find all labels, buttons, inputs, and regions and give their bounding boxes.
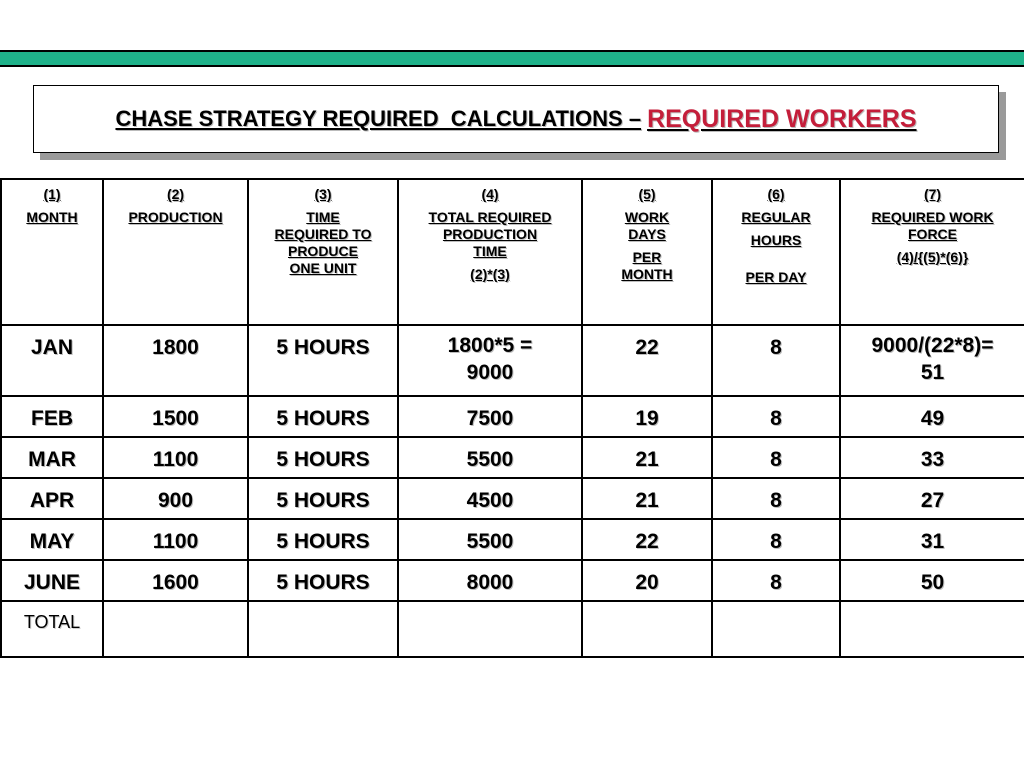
calculation-table — [0, 178, 1024, 658]
table-row — [1, 437, 1024, 478]
cell-production: 900 — [103, 478, 248, 519]
cell-hours: 8 — [712, 560, 840, 601]
header-label: MONTH — [26, 209, 78, 225]
cell-empty — [248, 601, 398, 657]
cell-month: MAY — [1, 519, 103, 560]
cell-time: 5 HOURS — [248, 325, 398, 396]
header-label: HOURS — [750, 232, 802, 248]
cell-work-days: 19 — [582, 396, 712, 437]
cell-production: 1600 — [103, 560, 248, 601]
title-box — [33, 85, 999, 153]
header-formula: (4)/{(5)*(6)} — [896, 249, 969, 265]
cell-total-time: 1800*5 = 9000 — [398, 325, 582, 396]
cell-work-days: 22 — [582, 519, 712, 560]
cell-total-time: 5500 — [398, 437, 582, 478]
cell-hours: 8 — [712, 519, 840, 560]
cell-month: FEB — [1, 396, 103, 437]
header-formula: (2)*(3) — [470, 266, 510, 282]
cell-total-time: 5500 — [398, 519, 582, 560]
top-accent-bar — [0, 50, 1024, 67]
cell-total-time: 8000 — [398, 560, 582, 601]
header-production — [103, 179, 248, 325]
cell-hours: 8 — [712, 478, 840, 519]
cell-hours: 8 — [712, 325, 840, 396]
table-row — [1, 396, 1024, 437]
cell-work-days: 21 — [582, 437, 712, 478]
header-regular-hours — [712, 179, 840, 325]
cell-time: 5 HOURS — [248, 396, 398, 437]
cell-total-label — [1, 601, 103, 657]
total-row — [1, 601, 1024, 657]
cell-workforce: 31 — [840, 519, 1024, 560]
cell-time: 5 HOURS — [248, 560, 398, 601]
total-label: TOTAL — [23, 612, 81, 632]
cell-workforce: 27 — [840, 478, 1024, 519]
cell-empty — [712, 601, 840, 657]
cell-total-time: 7500 — [398, 396, 582, 437]
table-row — [1, 325, 1024, 396]
header-month — [1, 179, 103, 325]
title-main: CHASE STRATEGY REQUIRED CALCULATIONS – — [115, 106, 642, 131]
header-label: PRODUCTION — [128, 209, 223, 225]
header-num: (3) — [314, 186, 332, 202]
header-label: TIME REQUIRED TO PRODUCE ONE UNIT — [274, 209, 372, 276]
header-num: (1) — [43, 186, 61, 202]
cell-production: 1500 — [103, 396, 248, 437]
cell-month: JUNE — [1, 560, 103, 601]
header-total-time — [398, 179, 582, 325]
cell-workforce: 9000/(22*8)= 51 — [840, 325, 1024, 396]
header-label: TOTAL REQUIRED PRODUCTION TIME — [428, 209, 552, 259]
cell-empty — [582, 601, 712, 657]
header-label: PER DAY — [745, 269, 807, 285]
header-label: WORK DAYS — [624, 209, 670, 242]
cell-production: 1100 — [103, 519, 248, 560]
cell-work-days: 21 — [582, 478, 712, 519]
cell-work-days: 20 — [582, 560, 712, 601]
header-num: (5) — [638, 186, 656, 202]
cell-workforce: 50 — [840, 560, 1024, 601]
header-num: (7) — [923, 186, 942, 202]
header-num: (6) — [767, 186, 785, 202]
cell-month: JAN — [1, 325, 103, 396]
header-label: REQUIRED WORK FORCE — [871, 209, 994, 242]
header-num: (2) — [166, 186, 185, 202]
title-accent: REQUIRED WORKERS — [647, 104, 917, 133]
cell-workforce: 49 — [840, 396, 1024, 437]
cell-empty — [103, 601, 248, 657]
cell-total-time: 4500 — [398, 478, 582, 519]
cell-empty — [840, 601, 1024, 657]
table-row — [1, 478, 1024, 519]
cell-time: 5 HOURS — [248, 478, 398, 519]
table-row — [1, 519, 1024, 560]
cell-month: APR — [1, 478, 103, 519]
header-row — [1, 179, 1024, 325]
cell-work-days: 22 — [582, 325, 712, 396]
header-workforce — [840, 179, 1024, 325]
header-num: (4) — [481, 186, 499, 202]
header-time-per-unit — [248, 179, 398, 325]
cell-production: 1800 — [103, 325, 248, 396]
cell-workforce: 33 — [840, 437, 1024, 478]
cell-empty — [398, 601, 582, 657]
header-label: PER MONTH — [621, 249, 673, 282]
header-label: REGULAR — [741, 209, 811, 225]
table-row — [1, 560, 1024, 601]
cell-month: MAR — [1, 437, 103, 478]
cell-time: 5 HOURS — [248, 437, 398, 478]
cell-time: 5 HOURS — [248, 519, 398, 560]
cell-hours: 8 — [712, 396, 840, 437]
cell-hours: 8 — [712, 437, 840, 478]
cell-production: 1100 — [103, 437, 248, 478]
header-work-days — [582, 179, 712, 325]
